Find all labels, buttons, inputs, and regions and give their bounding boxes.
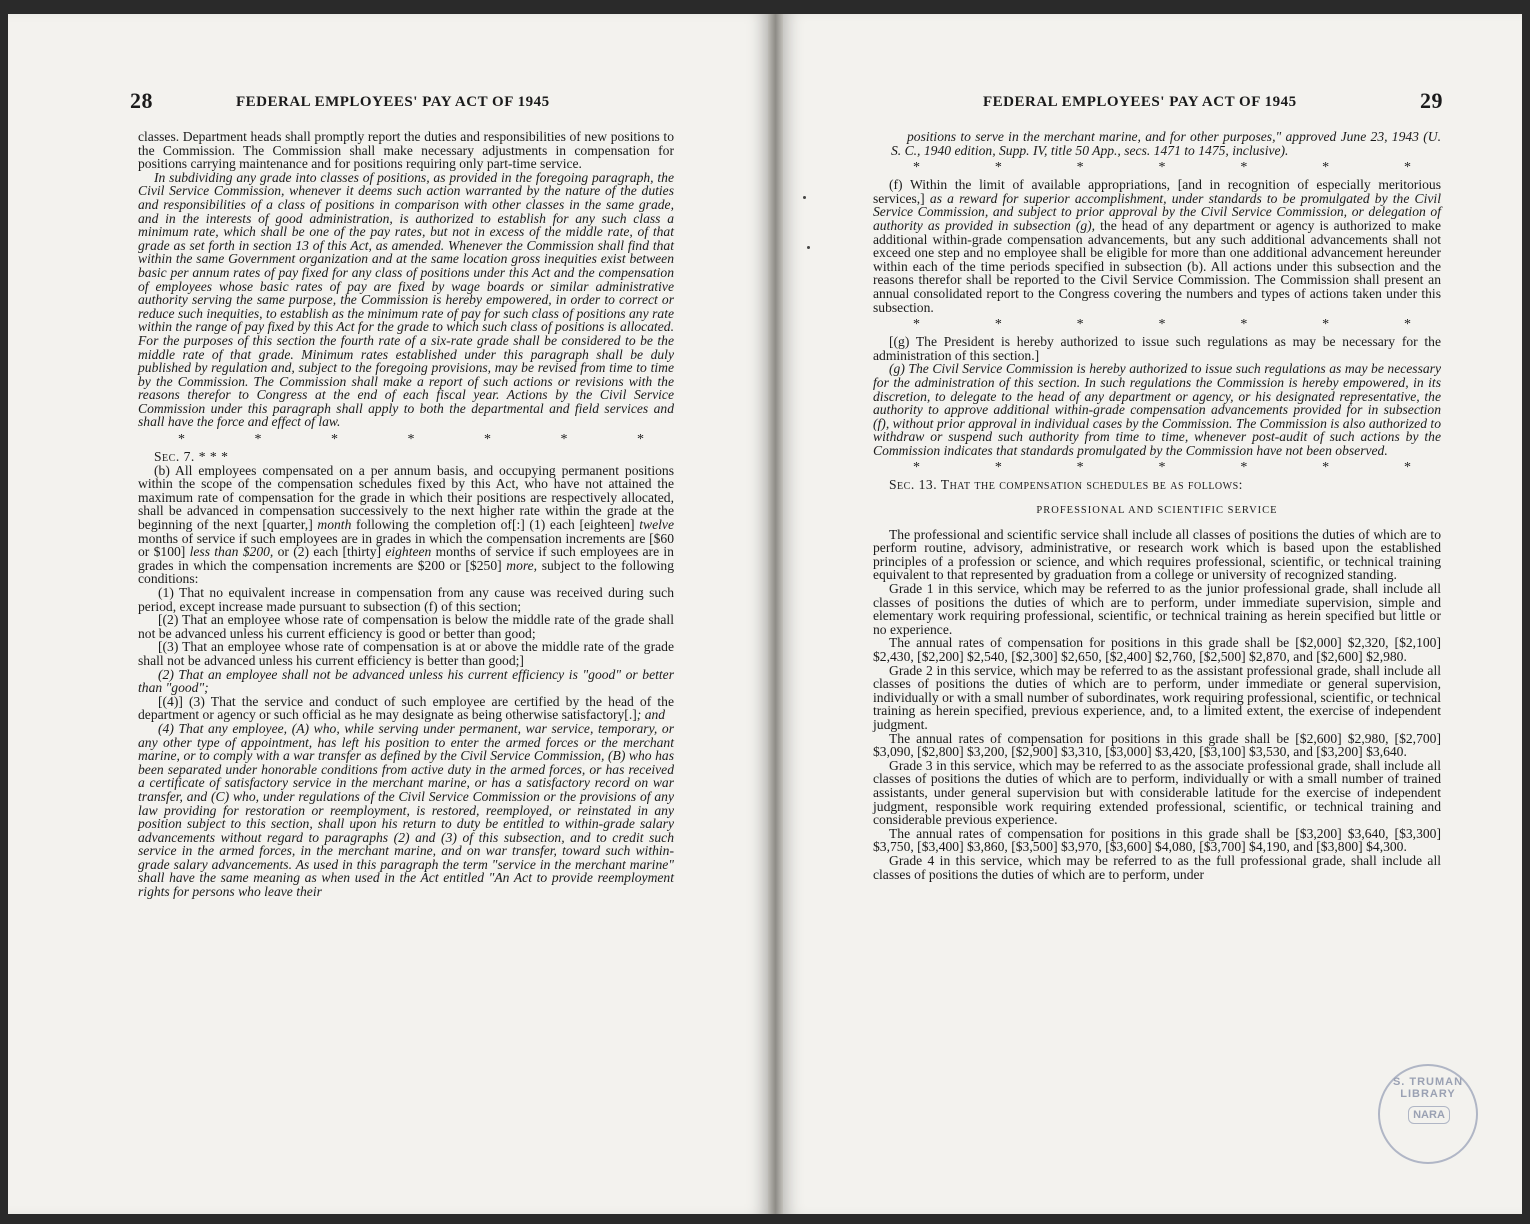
condition-italic: (2) That an employee shall not be advanced unless his current efficiency is "good" or better than "good";	[138, 666, 674, 696]
paragraph-italic: positions to serve in the merchant marine, and for other purposes," approved June 23, 1943 (U. S. C., 1940 edition, Supp. IV, title 50 App., secs. 1471 to 1475, inclusive).	[891, 129, 1441, 158]
grade-paragraph: Grade 3 in this service, which may be referred to as the associate professional grade, shall include all classes of positions the duties of which are to perform, individually or with a small number of trained assistants, under general supervision but with considerable latitude for the exercise of independent judgment, responsible work requiring extended professional, scientific, or technical training and considerable previous experience.	[873, 757, 1441, 828]
grade-paragraph: Grade 1 in this service, which may be referred to as the junior professional grade, shall include all classes of positions the duties of which are to perform, under immediate supervision, simple and elementary work requiring professional, scientific, or technical training as herein specified but little or no experience.	[873, 581, 1441, 637]
margin-mark	[803, 196, 806, 199]
paragraph-italic: (g) The Civil Service Commission is hereby authorized to issue such regulations as may be necessary for the administration of this section. In such regulations the Commission is hereby empowered, in its discretion, to delegate to the head of any department or agency, or his designated representative, the authority to approve additional within-grade compensation advancements provided for in subsection (f), without prior approval in individual cases by the Commission. The Commission is also authorized to withdraw or suspend such authority from time to time, whenever post-audit of such actions by the Commission indicates that standards promulgated by the Commission have not been observed.	[873, 361, 1441, 458]
page-number: 29	[1420, 88, 1443, 113]
right-page-body	[873, 130, 1441, 881]
condition: [(3) That an employee whose rate of compensation is at or above the middle rate of the grade shall not be advanced unless his current efficiency is better than good;]	[138, 639, 674, 668]
running-title: FEDERAL EMPLOYEES' PAY ACT OF 1945	[236, 94, 550, 110]
section-heading: Sec. 7. * * *	[154, 449, 229, 465]
condition: [(2) That an employee whose rate of compensation is below the middle rate of the grade shall not be advanced unless his current efficiency is good or better than good;	[138, 612, 674, 641]
right-page-header	[983, 88, 1443, 118]
section-heading: Sec. 13. That the compensation schedules be as follows:	[889, 477, 1243, 493]
stars-divider: * * * * * * *	[178, 432, 644, 448]
grade-paragraph: Grade 2 in this service, which may be referred to as the assistant professional grade, shall include all classes of positions the duties of which are to perform, under immediate or general supervision, individually or with a small number of subordinates, work requiring professional, scientific, or technical training as herein specified, previous experience, and, to a limited extent, the exercise of independent judgment.	[873, 662, 1441, 732]
paragraph: The professional and scientific service shall include all classes of positions the duties of which are to perform routine, advisory, administrative, or research work which is based upon the established principles of a profession or science, and which requires professional, scientific, or technical training equivalent to that represented by graduation from a college or university of recognized standing.	[873, 526, 1441, 583]
grade-rates: The annual rates of compensation for positions in this grade shall be [$2,600] $2,980, [$2,700] $3,090, [$2,800] $3,200, [$2,900] $3,310, [$3,000] $3,420, [$3,100] $3,530, and [$3,200] $3,640.	[873, 730, 1441, 760]
grade-paragraph: Grade 4 in this service, which may be referred to as the full professional grade, shall include all classes of positions the duties of which are to perform, under	[873, 852, 1441, 882]
paragraph-italic: In subdividing any grade into classes of positions, as provided in the foregoing paragraph, the Civil Service Commission, whenever it deems such action warranted by the nature of the duties and responsibilities of a class of positions in comparison with other classes in the same grade, and in the interests of good administration, is authorized to establish for any such class a minimum rate, which shall be one of the pay rates, but not in excess of the middle rate, of that grade as set forth in section 13 of this Act, as amended. Whenever the Commission shall find that within the same Government organization and at the same location gross inequities exist between basic per annum rates of pay fixed for any class of positions under this Act and the compensation of employees whose basic rates of pay are fixed by wage boards or similar administrative authority serving the same purpose, the Commission is hereby empowered, in order to correct or reduce such inequities, to establish as the minimum rate of pay for such class of positions any rate within the range of pay fixed by this Act for the grade to which such class of positions is allocated. For the purposes of this section the fourth rate of a six-rate grade shall be considered to be the middle rate of that grade. Minimum rates established under this paragraph shall be duly published by regulation and, subject to the foregoing provisions, may be revised from time to time by the Commission. The Commission shall make a report of such actions or revisions with the reasons therefor to Congress at the end of each fiscal year. Actions by the Civil Service Commission under this paragraph shall apply to both the departmental and field services and shall have the force and effect of law.	[138, 169, 674, 430]
grade-rates: The annual rates of compensation for positions in this grade shall be [$3,200] $3,640, [$3,300] $3,750, [$3,400] $3,860, [$3,500] $3,970, [$3,600] $4,080, [$3,700] $4,190, and [$3,800] $4,300.	[873, 825, 1441, 855]
library-stamp	[1378, 1064, 1478, 1164]
paragraph: classes. Department heads shall promptly report the duties and responsibilities of new positions to the Commission. The Commission shall make necessary adjustments in compensation for positions carrying maintenance and for positions requiring only part-time service.	[138, 129, 674, 172]
stars-divider: * * * * * * *	[913, 460, 1411, 476]
book-gutter	[768, 14, 783, 1214]
condition: (1) That no equivalent increase in compensation from any cause was received during such period, except increase made pursuant to subsection (f) of this section;	[138, 585, 674, 614]
left-page-header	[130, 88, 672, 118]
stars-divider: * * * * * * *	[913, 160, 1411, 176]
condition-italic: (4) That any employee, (A) who, while serving under permanent, war service, temporary, or any other type of appointment, has left his position to enter the armed forces or the merchant marine, or to comply with a war transfer as defined by the Civil Service Commission, (B) who has been separated under honorable conditions from active duty in the armed forces, or has received a certificate of satisfactory service in the merchant marine, or has a satisfactory record on war transfer, and (C) who, under regulations of the Civil Service Commission or the provisions of any law providing for restoration or reemployment, is restored, reemployed, or reinstated in any position subject to this section, shall upon his return to duty be entitled to within-grade salary advancements without regard to paragraphs (2) and (3) of this subsection, and to credit such service in the armed forces, in the merchant marine, and on war transfer, toward such within-grade salary advancements. As used in this paragraph the term "service in the merchant marine" shall have the same meaning as when used in the Act entitled "An Act to provide reemployment rights for persons who leave their	[138, 720, 674, 900]
running-title: FEDERAL EMPLOYEES' PAY ACT OF 1945	[983, 94, 1297, 110]
condition: [(4)] (3) That the service and conduct of such employee are certified by the head of the department or agency or such official as he may designate as being otherwise satisfactory[.]; and	[138, 693, 674, 723]
stars-divider: * * * * * * *	[913, 317, 1411, 333]
paragraph: (f) Within the limit of available appropriations, [and in recognition of especially meritorious services,] as a reward for superior accomplishment, under standards to be promulgated by the Civil Service Commission, and subject to prior approval by the Civil Service Commission, or delegation of authority as provided in subsection (g), the head of any department or agency is authorized to make additional within-grade compensation advancements, but any such additional advancements shall not exceed one step and no employee shall be eligible for more than one additional advancement hereunder within each of the time periods specified in subsection (b). All actions under this subsection and the reasons therefor shall be reported to the Civil Service Commission. The Commission shall present an annual consolidated report to the Congress covering the numbers and types of actions taken under this subsection.	[873, 177, 1441, 315]
document-spread	[8, 14, 1522, 1214]
page-number: 28	[130, 88, 153, 113]
grade-rates: The annual rates of compensation for positions in this grade shall be [$2,000] $2,320, [$2,100] $2,430, [$2,200] $2,540, [$2,300] $2,650, [$2,400] $2,760, [$2,500] $2,870, and [$2,600] $2,980.	[873, 635, 1441, 664]
stamp-text: S. TRUMAN LIBRARY	[1392, 1076, 1464, 1100]
stamp-label: NARA	[1408, 1106, 1450, 1124]
paragraph: (b) All employees compensated on a per annum basis, and occupying permanent positions within the scope of the compensation schedules fixed by this Act, who have not attained the maximum rate of compensation for the grade in which their positions are respectively allocated, shall be advanced in compensation successively to the next higher rate within the grade at the beginning of the next [quarter,] month following the completion of[:] (1) each [eighteen] twelve months of service if such employees are in grades in which the compensation increments are [$60 or $100] less than $200, or (2) each [thirty] eighteen months of service if such employees are in grades in which the compensation increments are $200 or [$250] more, subject to the following conditions:	[138, 462, 674, 587]
paragraph: [(g) The President is hereby authorized to issue such regulations as may be necessary for the administration of this section.]	[873, 334, 1441, 363]
right-page	[783, 14, 1522, 1214]
left-page	[8, 14, 768, 1214]
service-heading: PROFESSIONAL AND SCIENTIFIC SERVICE	[1036, 505, 1278, 517]
left-page-body	[138, 130, 674, 899]
margin-mark	[807, 246, 810, 249]
